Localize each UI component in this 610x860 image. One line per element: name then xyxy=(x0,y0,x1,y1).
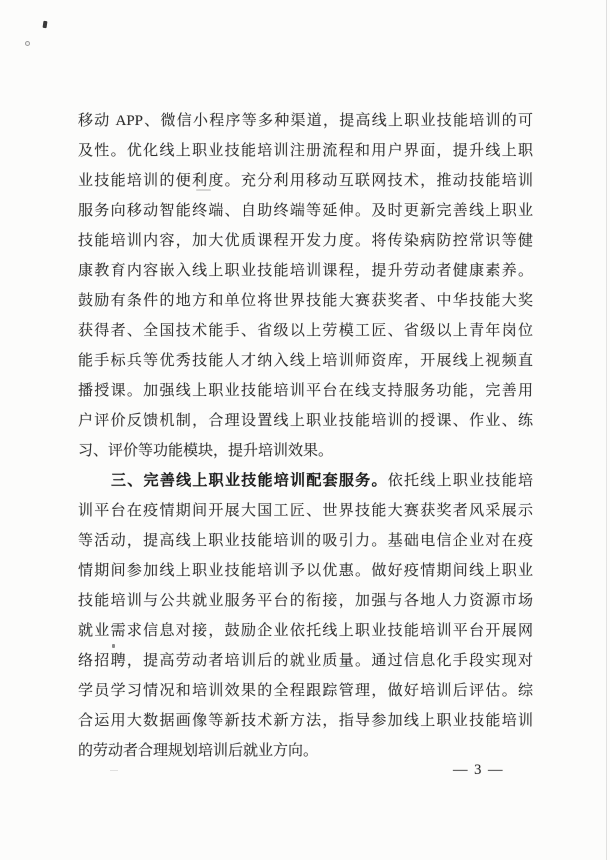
text-line: 习、评价等功能模块，提升培训效果。 xyxy=(78,443,334,459)
text-line: 情期间参加线上职业技能培训予以优惠。做好疫情期间线上职业 xyxy=(78,563,533,579)
section-heading: 三、完善线上职业技能培训配套服务。 xyxy=(111,472,388,489)
text-line: 获得者、全国技术能手、省级以上劳模工匠、省级以上青年岗位 xyxy=(78,323,533,339)
text-line: 等活动，提高线上职业技能培训的吸引力。基础电信企业对在疫 xyxy=(78,533,533,549)
section-heading-tail: 依托线上职业技能培 xyxy=(387,473,533,489)
page-number: — 3 — xyxy=(453,762,504,778)
text-line: 户评价反馈机制，合理设置线上职业技能培训的授课、作业、练 xyxy=(78,413,533,429)
text-line: 业技能培训的便利度。充分利用移动互联网技术，推动技能培训 xyxy=(78,173,533,189)
scan-speck xyxy=(110,770,118,771)
text-line: 就业需求信息对接，鼓励企业依托线上职业技能培训平台开展网 xyxy=(78,623,533,639)
scan-speck xyxy=(43,21,48,28)
text-line: 康教育内容嵌入线上职业技能培训课程，提升劳动者健康素养。 xyxy=(78,263,533,279)
text-line: 技能培训与公共就业服务平台的衔接，加强与各地人力资源市场 xyxy=(78,593,533,609)
text-line: 能手标兵等优秀技能人才纳入线上培训师资库，开展线上视频直 xyxy=(78,353,533,369)
text-line: 络招聘，提高劳动者培训后的就业质量。通过信息化手段实现对 xyxy=(78,653,533,669)
text-line: 的劳动者合理规划培训后就业方向。 xyxy=(78,743,319,759)
scan-edge-shadow xyxy=(606,0,607,860)
text-line: 合运用大数据画像等新技术新方法，指导参加线上职业技能培训 xyxy=(78,713,533,729)
text-line: 移动 APP、微信小程序等多种渠道，提高线上职业技能培训的可 xyxy=(78,113,533,129)
text-line: 训平台在疫情期间开展大国工匠、世界技能大赛获奖者风采展示 xyxy=(78,503,533,519)
text-line: 学员学习情况和培训效果的全程跟踪管理，做好培训后评估。综 xyxy=(78,683,533,699)
text-line: 鼓励有条件的地方和单位将世界技能大赛获奖者、中华技能大奖 xyxy=(78,293,533,309)
text-line: 技能培训内容，加大优质课程开发力度。将传染病防控常识等健 xyxy=(78,233,533,249)
text-line: 及性。优化线上职业技能培训注册流程和用户界面，提升线上职 xyxy=(78,143,533,159)
text-line: 播授课。加强线上职业技能培训平台在线支持服务功能，完善用 xyxy=(78,383,533,399)
document-body-text xyxy=(78,106,533,766)
scan-speck xyxy=(25,41,30,46)
section-heading-line xyxy=(78,466,533,496)
text-line: 服务向移动智能终端、自助终端等延伸。及时更新完善线上职业 xyxy=(78,203,533,219)
